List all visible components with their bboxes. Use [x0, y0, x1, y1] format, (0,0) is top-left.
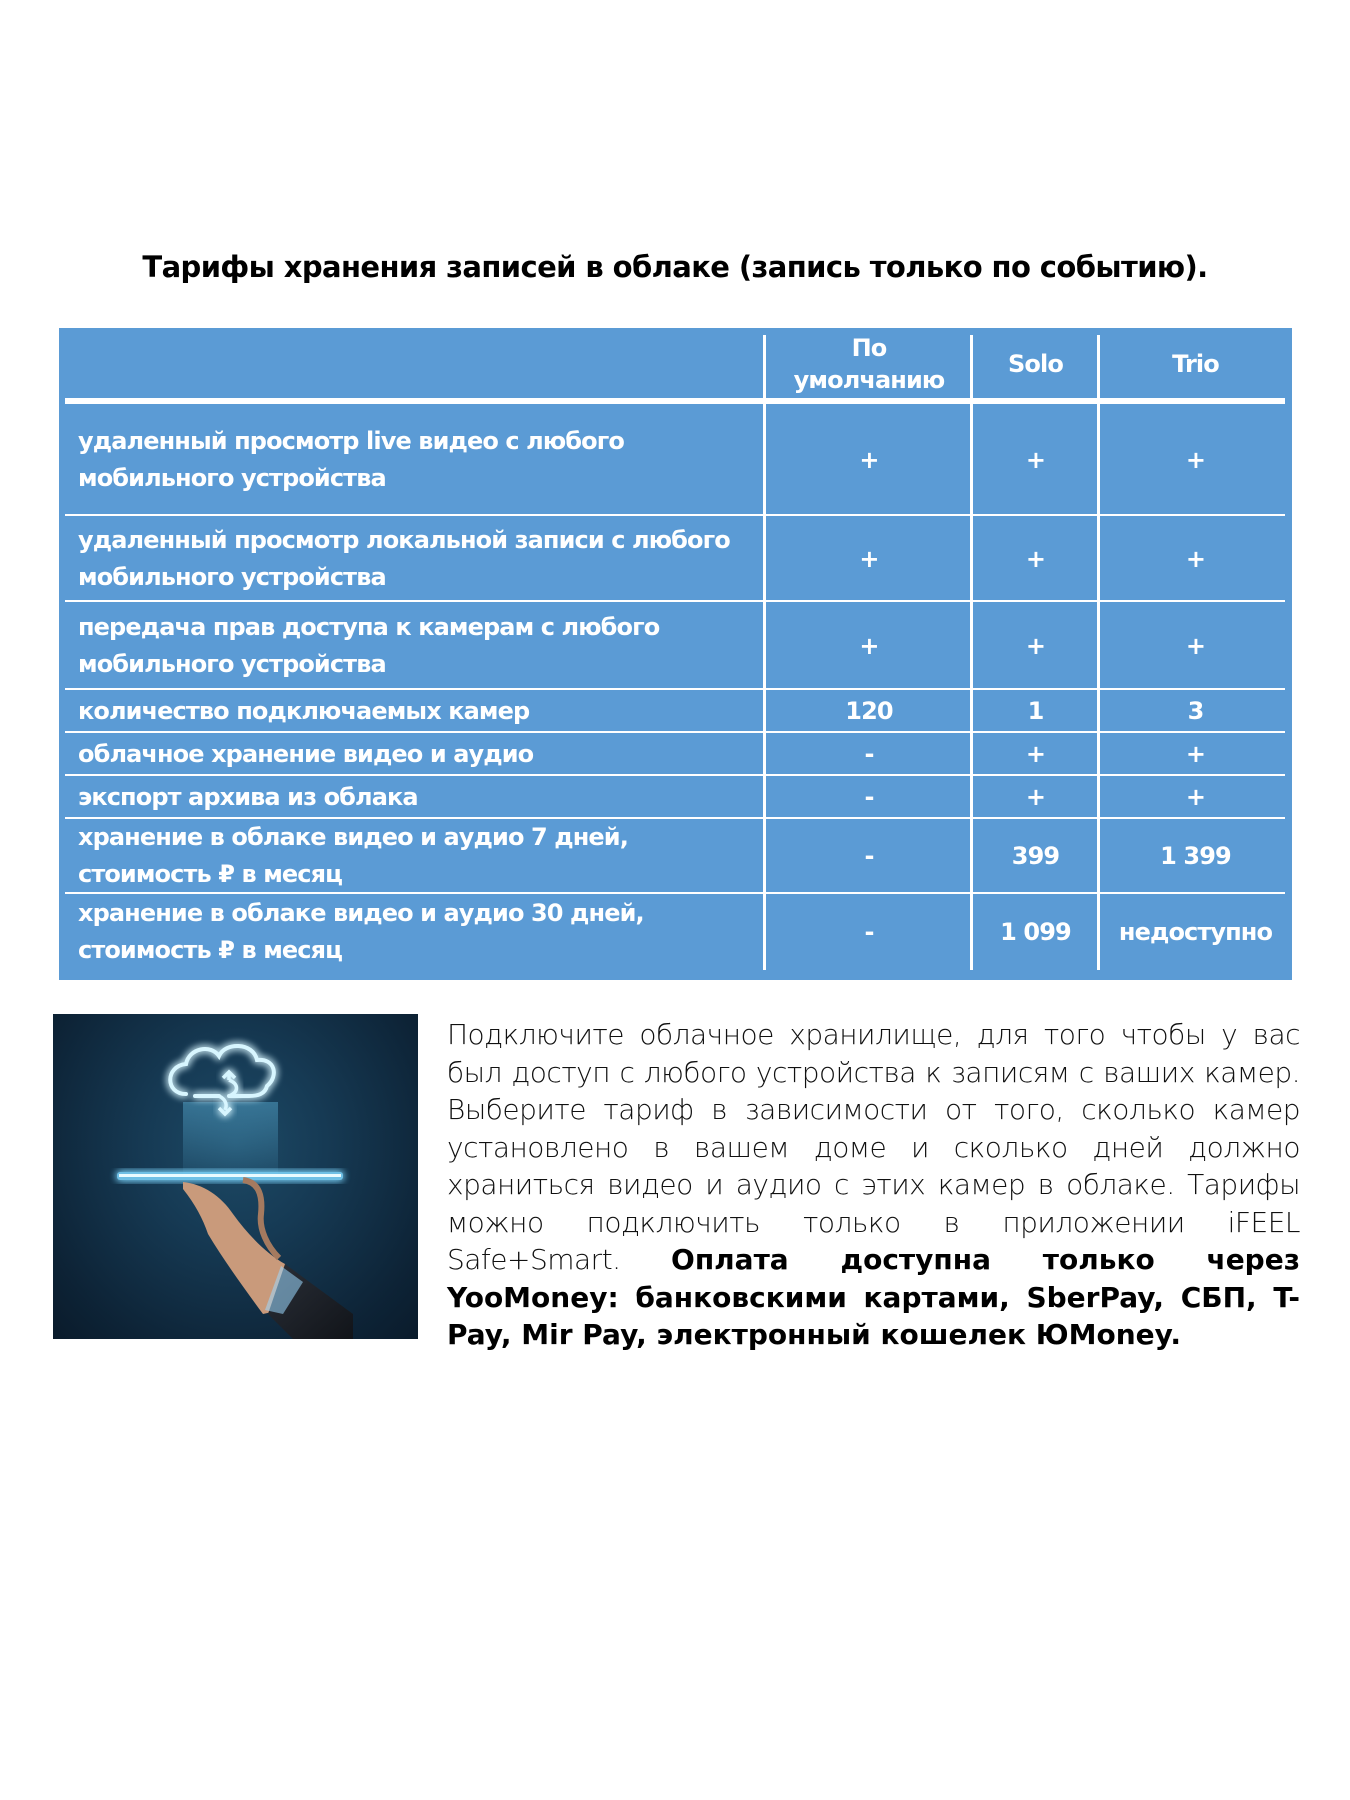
header-divider: [65, 398, 1292, 404]
cell-solo: 399: [1011, 841, 1060, 870]
header-default-line2: умолчанию: [793, 365, 945, 394]
cell-solo: 1 099: [1000, 918, 1071, 946]
row-label: хранение в облаке видео и аудио 30 дней, стоимость ₽ в месяц: [78, 899, 644, 964]
row-divider: [65, 892, 1292, 894]
row-label: облачное хранение видео и аудио: [78, 739, 534, 768]
cell-trio: +: [1185, 740, 1206, 768]
cell-default: -: [864, 740, 874, 768]
cell-solo: +: [1025, 632, 1046, 660]
cloud-sync-icon: [53, 1014, 418, 1339]
description-paragraph: [447, 1016, 1300, 1354]
cell-trio: 1 399: [1160, 841, 1231, 870]
header-default-line1: По: [851, 333, 887, 362]
row-label: количество подключаемых камер: [78, 696, 530, 725]
row-divider: [65, 817, 1292, 819]
description-regular: Подключите облачное хранилище, для того чтобы у вас был доступ с любого устройства к записям с ваших камер. Выберите тариф в зависимости от того, сколько камер установлено в вашем доме и сколько дней должно храниться видео и аудио с этих камер в облаке. Тарифы можно подключить только в приложении iFEEL Safe+Smart.: [447, 1018, 1300, 1276]
column-divider: [1285, 335, 1292, 970]
cell-default: +: [859, 545, 879, 573]
cell-solo: +: [1025, 445, 1046, 474]
row-label: удаленный просмотр локальной записи с любого мобильного устройства: [78, 526, 730, 591]
column-divider: [763, 335, 766, 970]
cell-default: -: [864, 918, 874, 946]
header-default: [766, 328, 972, 399]
row-divider: [65, 514, 1292, 516]
column-divider: [970, 335, 973, 970]
row-label: передача прав доступа к камерам с любого мобильного устройства: [78, 613, 660, 678]
cell-trio: 3: [1187, 697, 1204, 725]
row-divider: [65, 774, 1292, 776]
tariff-table: [59, 328, 1292, 980]
header-solo: Solo: [1008, 349, 1063, 378]
cell-solo: 1: [1027, 697, 1044, 725]
column-divider: [1097, 335, 1100, 970]
cell-trio: +: [1185, 632, 1206, 660]
row-divider: [65, 731, 1292, 733]
row-label: хранение в облаке видео и аудио 7 дней, стоимость ₽ в месяц: [78, 822, 628, 888]
cell-solo: +: [1025, 740, 1046, 768]
row-label: удаленный просмотр live видео с любого мобильного устройства: [78, 426, 624, 492]
cell-trio: недоступно: [1118, 918, 1273, 946]
cell-solo: +: [1025, 783, 1046, 811]
row-divider: [65, 688, 1292, 690]
header-trio: Trio: [1172, 349, 1219, 378]
payment-note: Оплата доступна только через YooMoney: банковскими картами, SberPay, СБП, T-Pay, Mir Pay, электронный кошелек ЮMoney.: [447, 1243, 1300, 1351]
cell-trio: +: [1185, 783, 1206, 811]
cell-default: -: [864, 841, 874, 870]
cell-trio: +: [1185, 545, 1206, 573]
cell-default: -: [864, 783, 874, 811]
page-title: Тарифы хранения записей в облаке (запись только по событию).: [142, 250, 1208, 284]
row-divider: [65, 600, 1292, 602]
cell-default: 120: [845, 697, 893, 725]
row-label: экспорт архива из облака: [78, 782, 418, 811]
cell-default: +: [859, 445, 879, 474]
cell-trio: +: [1185, 445, 1206, 474]
cloud-storage-image: [53, 1014, 418, 1339]
cell-default: +: [859, 632, 879, 660]
cell-solo: +: [1025, 545, 1046, 573]
